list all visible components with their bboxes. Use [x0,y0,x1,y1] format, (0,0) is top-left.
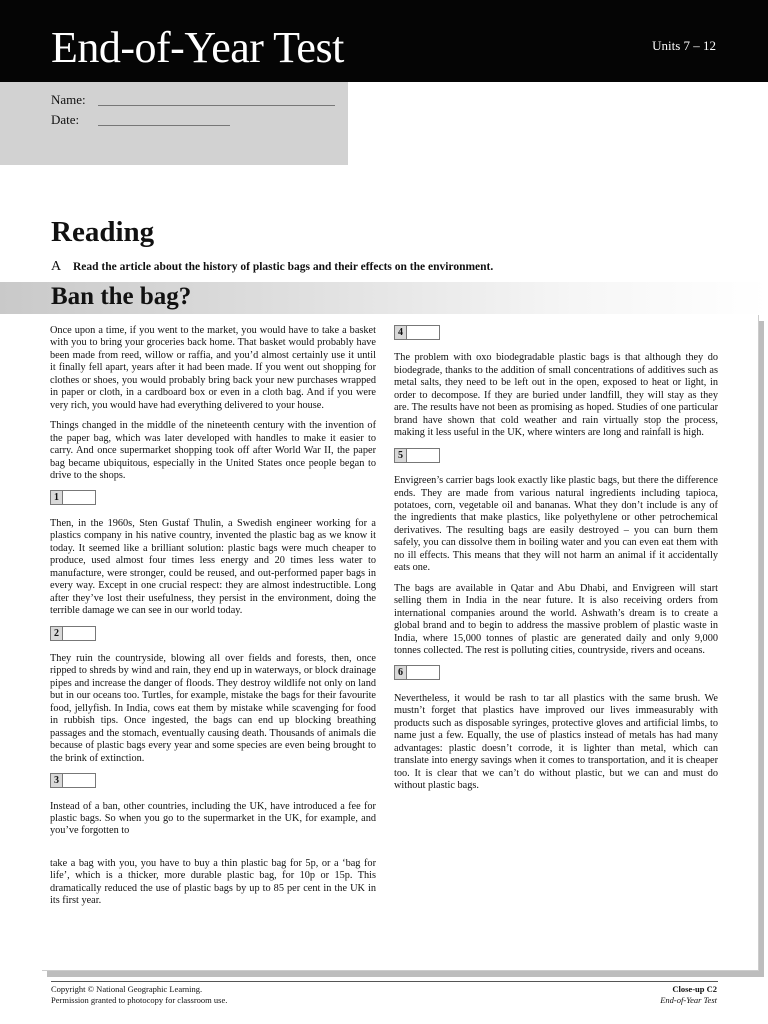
gap-box-2[interactable] [50,626,96,641]
footer-divider [51,981,718,982]
article-box [42,315,759,971]
gap-box-6[interactable] [394,665,440,680]
paragraph: The problem with oxo biodegradable plastic bags is that although they do biodegrade, thanks to the addition of small concentrations of additives such as metal salts, they need to be left out in the open, exposed to heat or light, in order to decompose. If they are buried under landfill, they will stay as they are. The results have not been as promising as hoped. Studies of one particular brand have shown that cold weather and rain virtually stop the process, making it less useful in the UK, where winters are long and rainfall is high. [394,352,718,439]
gap-box-5[interactable] [394,448,440,463]
footer-right [660,984,717,1006]
gap-number: 2 [51,627,63,640]
name-line [98,105,335,106]
paragraph: Once upon a time, if you went to the market, you would have to take a basket with you to bring your groceries back home. That basket would probably have been made from reed, willow or raffia, and you’d almost certainly use it until it finally fell apart, years after it had been made. If you went out shopping for clothes or shoes, you would probably bring back your new purchases wrapped in paper or cloth, in a cardboard box or even in a cloth bag. And if you were very rich, you would have had everything delivered to your house. [50,325,376,411]
article-right-column [394,325,718,801]
section-heading: Reading [51,216,155,248]
paragraph: take a bag with you, you have to buy a thin plastic bag for 5p, or a ‘bag for life’, which is a thicker, more durable plastic bag, for 10p or 15p. This dramatically reduced the use of plastic bags by up to 85 per cent in the UK in its first year. [50,857,376,907]
gap-number: 4 [395,326,407,339]
instruction-text: Read the article about the history of plastic bags and their effects on the environment. [73,261,494,273]
copyright-text: Copyright © National Geographic Learning. [51,984,203,994]
paragraph: They ruin the countryside, blowing all over fields and forests, then, once ripped to shreds by wind and rain, they end up in waterways, or block drainage pipes and increase the danger of floods. They destroy wildlife not only on land but in our oceans too. Turtles, for example, mistake the bags for their favourite food, jellyfish. In India, cows eat them by mistake while scavenging for food in rubbish tips. Once ingested, the bags can end up blocking breathing passages and the stomach, eventually causing death. Thousands of animals die because of plastic bags every year and some species are even being brought to the brink of extinction. [50,652,376,764]
paragraph: Envigreen’s carrier bags look exactly like plastic bags, but there the difference ends. They are made from various natural ingredients including tapioca, potatoes, corn, vegetable oil and bananas. What they don’t include is any of the ingredients that make plastics, like polyethylene or other petrochemical derivatives. The resulting bags are easily destroyed – you can burn them safely, you can dissolve them in boiling water and you can even eat them with no ill effects. This means that they will not harm an animal if it accidentally eats one. [394,475,718,574]
paragraph: Then, in the 1960s, Sten Gustaf Thulin, a Swedish engineer working for a plastics company in his native country, invented the plastic bag as we know it today. It seemed like a brilliant solution: plastic bags were much cheaper to produce, used almost four times less energy and 20 times less water to manufacture, were stronger, could be reused, and out-performed paper bags in every way. Except in one crucial respect: they are almost indestructible. Long after they’ve lost their usefulness, they persist in the environment, doing the terrible damage we can see in our world today. [50,517,376,617]
gap-number: 6 [395,666,407,679]
date-line [98,125,230,126]
article-left-column [50,325,376,916]
student-info-box [0,82,348,165]
header-bar [0,0,768,82]
article-title: Ban the bag? [51,283,192,310]
gap-box-1[interactable] [50,490,96,505]
footer-left [51,984,227,1006]
paragraph: Instead of a ban, other countries, including the UK, have introduced a fee for plastic bags. So when you go to the supermarket in the UK, for example, and you’ve forgotten to [50,800,376,837]
paragraph: Nevertheless, it would be rash to tar all plastics with the same brush. We mustn’t forget that plastics have improved our lives immeasurably with products such as disposable syringes, protective gloves and artificial limbs, to name just a few. Equally, the use of plastics instead of metals has had many advantages: plastic doesn’t corrode, it is lighter than metal, which can translate into energy savings when it comes to transportation, and it is cheaper too. It is clear that we can’t do without plastic, but we can and must do without plastic bags. [394,692,718,792]
test-name-text: End-of-Year Test [660,995,717,1005]
paragraph: The bags are available in Qatar and Abu Dhabi, and Envigreen will start selling them in India in the near future. It is also receiving orders from international companies around the world. Ashwath’s dream is to create a global brand and to begin to address the massive problem of plastic waste in India, where 15,000 tonnes of plastic are generated daily and only 9,000 tonnes collected. The rest is polluting cities, countryside, rivers and oceans. [394,582,718,656]
gap-number: 1 [51,491,63,504]
name-field[interactable] [51,92,86,108]
instruction [51,259,493,275]
name-label: Name: [51,92,86,107]
gap-box-3[interactable] [50,773,96,788]
gap-box-4[interactable] [394,325,440,340]
units-label: Units 7 – 12 [652,38,716,53]
date-field[interactable] [51,112,79,128]
gap-number: 3 [51,774,63,787]
gap-number: 5 [395,449,407,462]
permission-text: Permission granted to photocopy for classroom use. [51,995,228,1005]
page-title: End-of-Year Test [51,23,344,72]
paragraph: Things changed in the middle of the nineteenth century with the invention of the paper bag, which was later developed with handles to make it easier to carry. And once supermarket shopping took off after World War II, the paper bag became ubiquitous, especially in the United States once people began to drive to the shops. [50,420,376,481]
date-label: Date: [51,112,80,127]
level-text: Close-up C2 [672,984,717,994]
instruction-letter: A [51,259,62,274]
article-title-band [0,282,768,314]
